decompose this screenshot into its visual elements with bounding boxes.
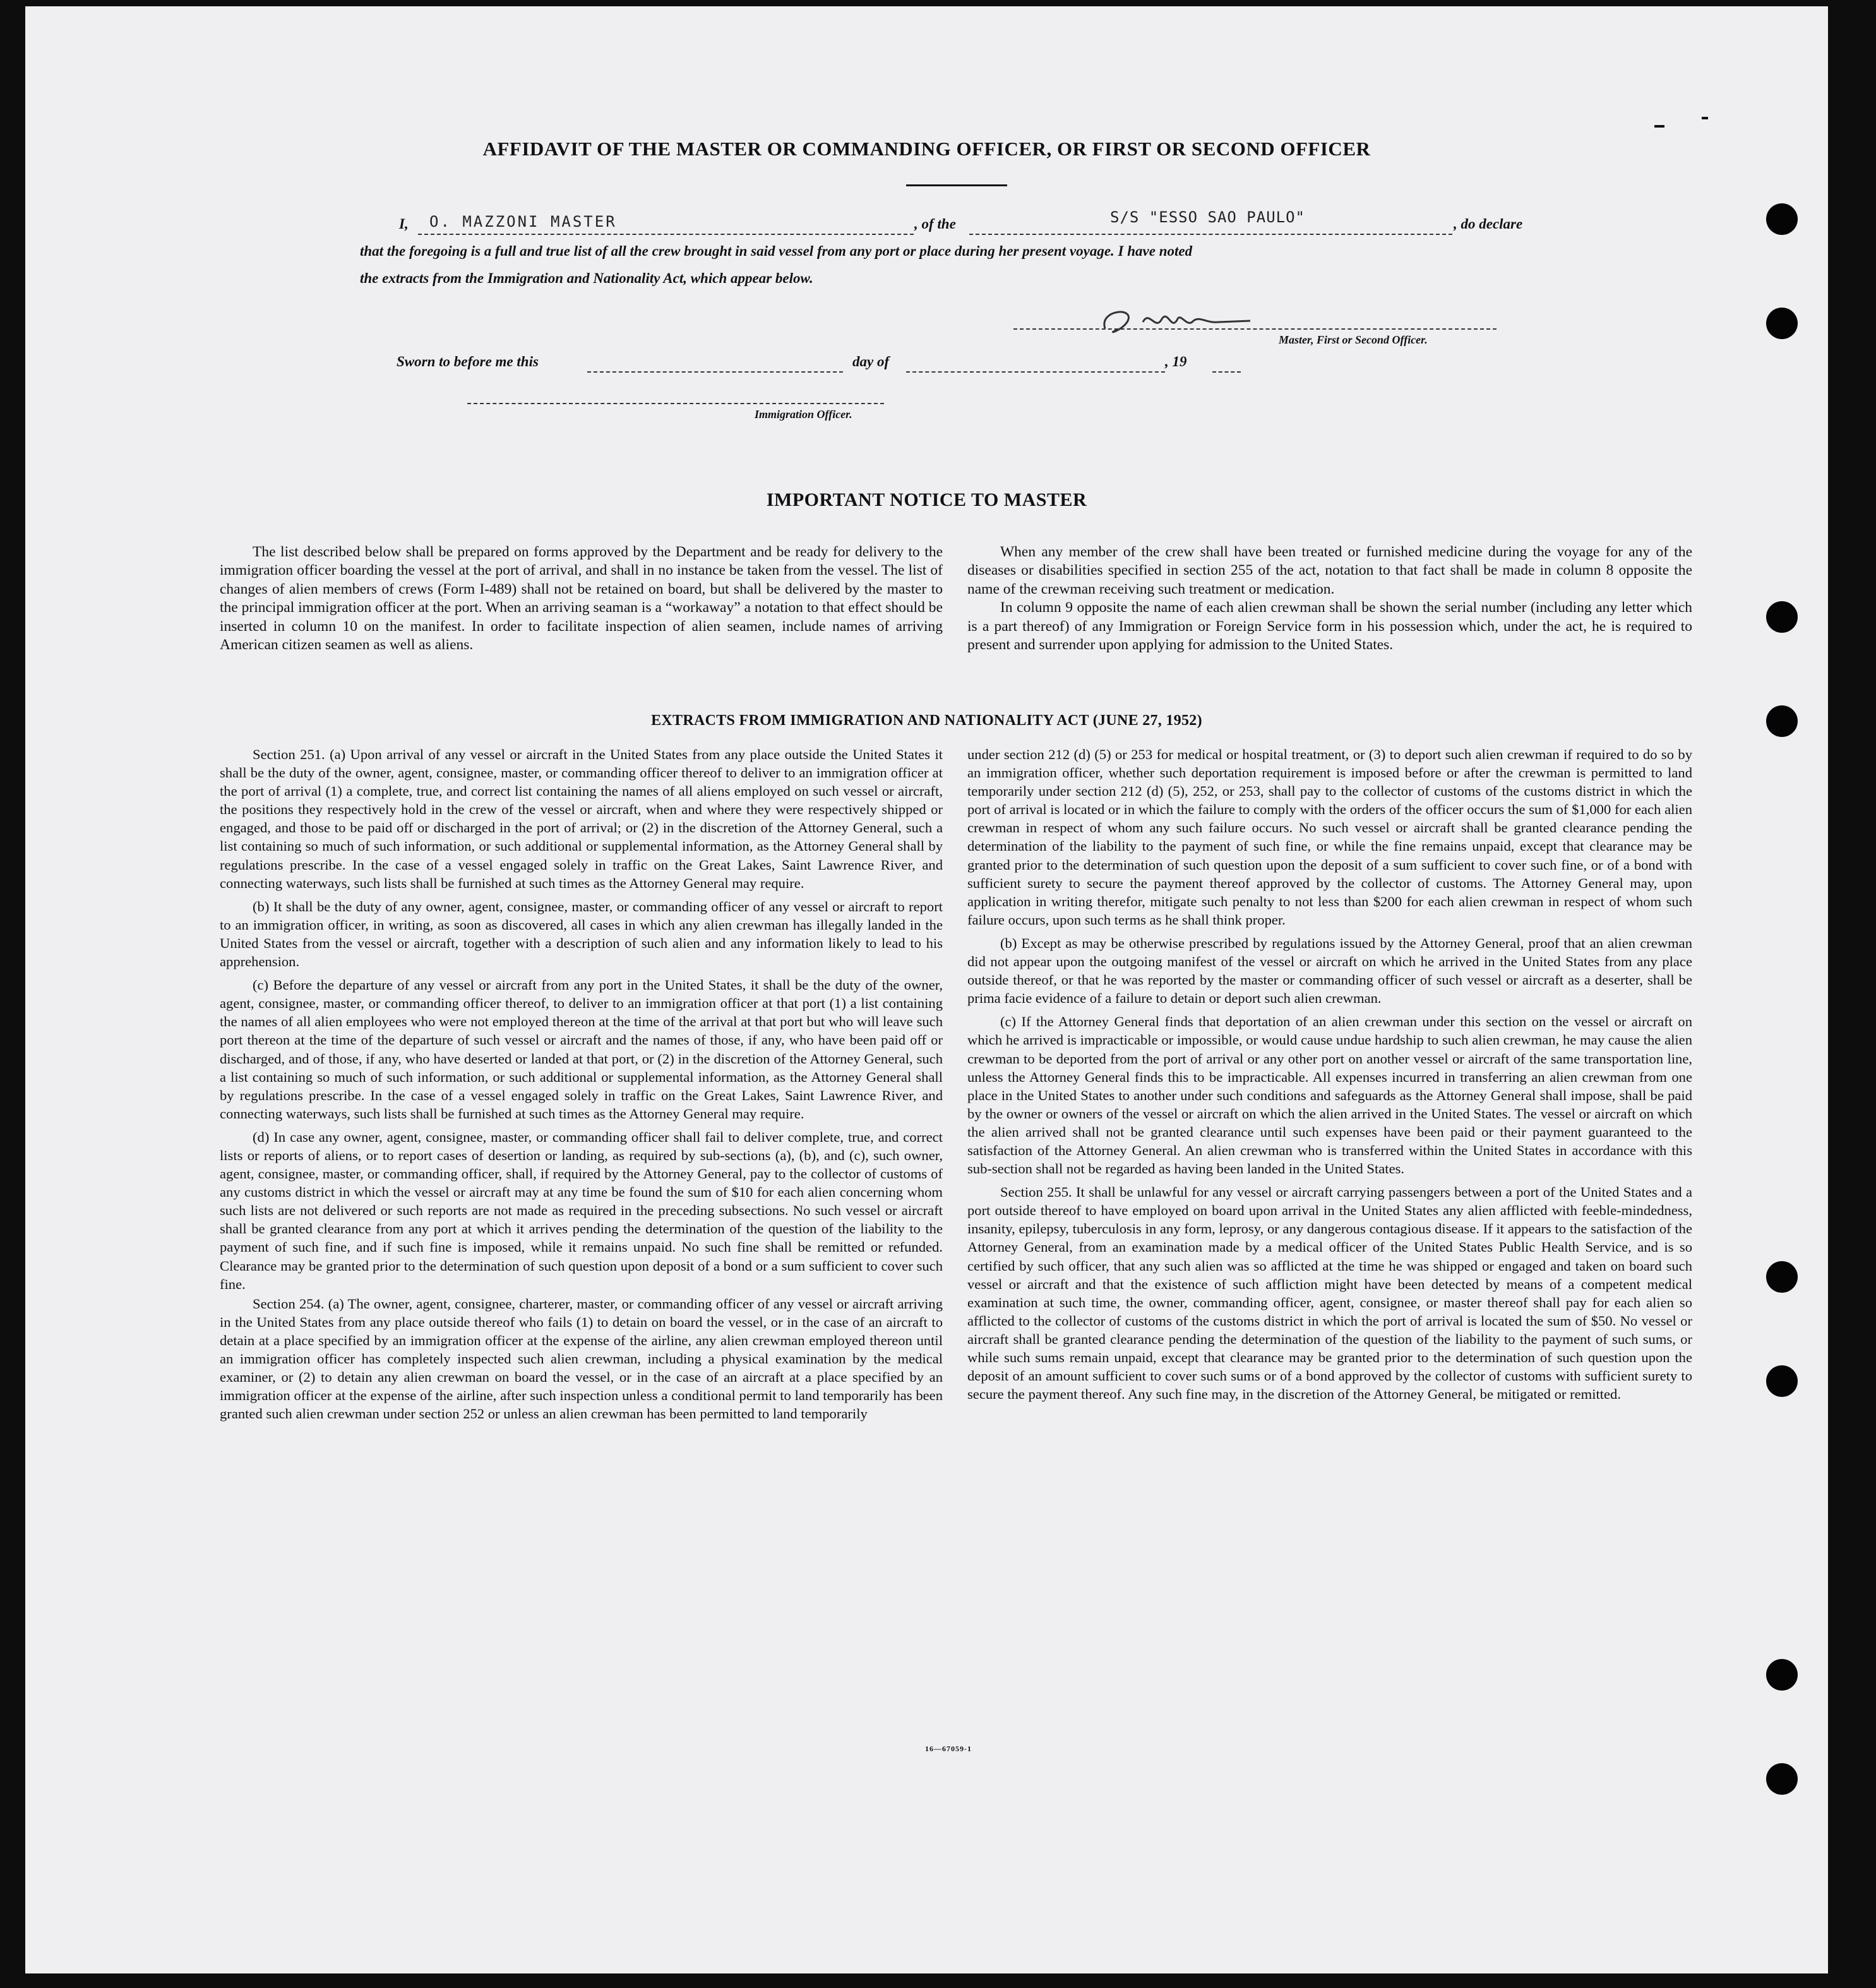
- extracts-left-column: [220, 745, 943, 1423]
- section-255: Section 255. It shall be unlawful for any vessel or aircraft carrying passengers between a port of the United States and a port outside thereof to have employed on board upon arrival in the United States any alien afflicted with feeble-mindedness, insanity, epilepsy, tuberculosis in any form, leprosy, or any dangerous contagious disease. If it appears to the satisfaction of the Attorney General, from an examination made by a medical officer of the United States Public Health Service, and is so certified by such officer, that any such alien was so afflicted at the time he was shipped or engaged and taken on board such vessel or aircraft and that the existence of such affliction might have been detected by means of a competent medical examination at such time, the owner, commanding officer, agent, consignee, or master thereof shall pay for each alien so afflicted to the collector of customs of the customs district in which the port of arrival is located the sum of $50. No vessel or aircraft shall be granted clearance pending the determination of the question of the liability to the payment of such sums, or while such sums remain unpaid, except that clearance may be granted prior to the determination of such question upon the deposit of an amount sufficient to cover such sums or of a bond approved by the collector of customs with sufficient surety to secure the payment thereof. Any such fine may, in the discretion of the Attorney General, be mitigated or remitted.: [967, 1184, 1692, 1403]
- document-page: [25, 6, 1828, 1973]
- declaration-line-2: the extracts from the Immigration and Nationality Act, which appear below.: [360, 270, 813, 286]
- form-number: 16—67059-1: [925, 1744, 972, 1753]
- section-251-b: (b) It shall be the duty of any owner, agent, consignee, master, or commanding officer of any vessel or aircraft to report to an immigration officer, in writing, as soon as discovered, all cases in which any alien crewman has illegally landed in the United States from the vessel or aircraft, together with a description of such alien and any information likely to lead to his apprehension.: [220, 898, 943, 970]
- notice-right-paragraph-2: In column 9 opposite the name of each alien crewman shall be shown the serial number (including any letter which is a part thereof) of any Immigration or Foreign Service form in his possession which, under the act, he is required to present and surrender upon applying for admission to the United States.: [967, 599, 1692, 654]
- section-254-c: (c) If the Attorney General finds that deportation of an alien crewman under this section on the vessel or aircraft on which he arrived is impracticable or impossible, or would cause undue hardship to such alien crewman, he may cause the alien crewman to be deported from the port of arrival or any other port on another vessel or aircraft of the same transportation line, unless the Attorney General finds this to be impracticable. All expenses incurred in transferring an alien crewman from one place in the United States to another under such conditions and safeguards as the Attorney General shall impose, shall be paid by the owner or owners of the vessel or aircraft on which the alien arrived in the United States. The vessel or aircraft on which the alien arrived shall not be granted clearance until such expenses have been paid or their payment guaranteed to the satisfaction of the Attorney General. An alien crewman who is transferred within the United States in accordance with this sub-section shall not be regarded as having been landed in the United States.: [967, 1014, 1692, 1177]
- officer-signature-line: [467, 403, 884, 404]
- section-254-a-continued: under section 212 (d) (5) or 253 for medical or hospital treatment, or (3) to deport such alien crewman if required to do so by an immigration officer, whether such deportation requirement is imposed before or after the crewman is permitted to land temporarily under section 212 (d) (5), 252, or 253, shall pay to the collector of customs of the customs district in which the port of arrival is located or in which the failure to comply with the orders of the officer occurs the sum of $1,000 for each alien crewman in respect of whom any such failure occurs. No such vessel or aircraft shall be granted clearance pending the determination of the liability to the payment of such fine, or while the fine remains unpaid, except that clearance may be granted prior to the determination of such question upon the deposit of a sum sufficient to cover such fine, or of a bond with sufficient surety to secure the payment thereof approved by the collector of customs. The Attorney General may, upon application in writing therefor, mitigate such penalty to not less than $200 for each alien crewman in respect of whom such failure occurs, upon such terms as he shall think proper.: [967, 746, 1692, 928]
- notice-left-paragraph: The list described below shall be prepared on forms approved by the Department and be ready for delivery to the immigration officer boarding the vessel at the port of arrival, and shall in no instance be taken from the vessel. The list of changes of alien members of crews (Form I-489) shall not be retained on board, but shall be delivered by the master to the principal immigration officer at the port. When an arriving seaman is a “workaway” a notation to that effect should be inserted in column 10 on the manifest. In order to facilitate inspection of alien seamen, include names of arriving American citizen seamen as well as aliens.: [220, 544, 943, 654]
- notice-title: IMPORTANT NOTICE TO MASTER: [766, 489, 1087, 510]
- punch-hole: [1766, 1659, 1798, 1691]
- section-251-d: (d) In case any owner, agent, consignee, master, or commanding officer shall fail to deliver complete, true, and correct lists or reports of aliens, or to report cases of desertion or landing, as required by sub-sections (a), (b), and (c), such owner, agent, consignee, master, or commanding officer, shall, if required by the Attorney General, pay to the collector of customs of any customs district in which the vessel or aircraft may at any time be found the sum of $10 for each alien concerning whom such lists are not delivered or such reports are not made as required in the preceding subsections. No such vessel or aircraft shall be granted clearance from any port at which it arrives pending the determination of the question of the liability to the payment of such fine, and if such fine is imposed, while it remains unpaid. No such fine shall be remitted or refunded. Clearance may be granted prior to the determination of such question upon deposit of a bond or a sum sufficient to cover such fine.: [220, 1129, 943, 1292]
- punch-hole: [1766, 1763, 1798, 1795]
- sworn-year-line: [1212, 371, 1241, 373]
- sworn-month-line: [906, 371, 1165, 373]
- section-254-b: (b) Except as may be otherwise prescribed by regulations issued by the Attorney General, proof that an alien crewman did not appear upon the outgoing manifest of the vessel or aircraft on which he arrived in the United States from any place outside thereof, or that he was reported by the master or commanding officer of such vessel or aircraft as a deserter, shall be prima facie evidence of a failure to detain or deport such alien crewman.: [967, 935, 1692, 1007]
- signature-caption: Master, First or Second Officer.: [1279, 333, 1428, 346]
- section-251-c: (c) Before the departure of any vessel or aircraft from any port in the United States, it shall be the duty of the owner, agent, consignee, master, or commanding officer thereof, to deliver to an immigration officer at that port (1) a list containing the names of all alien employees who were not employed thereon at the time of the arrival at that port but who will leave such port thereon at the time of the departure of such vessel or aircraft and the names of those, if any, who have been paid off or discharged, and of those, if any, who have deserted or landed at that port, or (2) in the discretion of the Attorney General, such a list containing so much of such information, or such additional or supplemental information, as the Attorney General shall by regulations prescribe. In the case of a vessel engaged solely in traffic on the Great Lakes, Saint Lawrence River, and connecting waterways, such lists shall be furnished at such times as the Attorney General may require.: [220, 977, 943, 1122]
- extracts-title: EXTRACTS FROM IMMIGRATION AND NATIONALITY ACT (JUNE 27, 1952): [651, 712, 1202, 729]
- extracts-right-column: [967, 745, 1692, 1403]
- punch-hole: [1766, 1365, 1798, 1397]
- punch-hole: [1766, 601, 1798, 633]
- vessel-blank-line: [969, 234, 1452, 235]
- label-of-the: , of the: [914, 216, 956, 232]
- corner-mark: [1654, 125, 1664, 128]
- vessel-name-typed: S/S "ESSO SAO PAULO": [1110, 208, 1305, 226]
- punch-hole: [1766, 203, 1798, 235]
- sworn-day-line: [587, 371, 843, 373]
- corner-mark: [1702, 117, 1708, 119]
- label-year: , 19: [1165, 354, 1187, 369]
- affidavit-title: AFFIDAVIT OF THE MASTER OR COMMANDING OFFICER, OR FIRST OR SECOND OFFICER: [482, 138, 1371, 160]
- label-day-of: day of: [852, 354, 890, 369]
- section-251-a: Section 251. (a) Upon arrival of any vessel or aircraft in the United States from any place outside the United States it shall be the duty of the owner, agent, consignee, master, or commanding officer thereof to deliver to an immigration officer at the port of arrival (1) a complete, true, and correct list containing the names of all aliens employed on such vessel or aircraft, the positions they respectively hold in the crew of the vessel or aircraft, when and where they were respectively shipped or engaged, and those to be paid off or discharged in the port of arrival; or (2) in the discretion of the Attorney General, such a list containing so much of such information, or such additional or supplemental information, as the Attorney General shall by regulations prescribe. In the case of a vessel engaged solely in traffic on the Great Lakes, Saint Lawrence River, and connecting waterways, such lists shall be furnished at such times as the Attorney General may require.: [220, 746, 943, 891]
- title-rule: [906, 184, 1007, 186]
- notice-right-column: [967, 543, 1692, 654]
- punch-hole: [1766, 308, 1798, 339]
- punch-hole: [1766, 1261, 1798, 1293]
- section-254-a: Section 254. (a) The owner, agent, consignee, charterer, master, or commanding officer of any vessel or aircraft arriving in the United States from any place outside thereof who fails (1) to detain on board the vessel, or in the case of an aircraft to detain at a place specified by an immigration officer at the expense of the airline, any alien crewman employed thereon until an immigration officer has completely inspected such alien crewman, including a physical examination by the medical examiner, or (2) to detain any alien crewman on board the vessel, or in the case of an aircraft at a place specified by an immigration officer at the expense of the airline, after such inspection unless a conditional permit to land temporarily has been granted such alien crewman under section 252 or unless an alien crewman has been permitted to land temporarily: [220, 1295, 943, 1422]
- label-i: I,: [399, 216, 409, 232]
- label-sworn: Sworn to before me this: [397, 354, 539, 369]
- master-signature: [1061, 303, 1263, 341]
- notice-right-paragraph-1: When any member of the crew shall have been treated or furnished medicine during the voyage for any of the diseases or disabilities specified in section 255 of the act, notation to that fact shall be made in column 8 opposite the name of the crewman receiving such treatment or medication.: [967, 544, 1692, 597]
- officer-caption: Immigration Officer.: [755, 408, 852, 421]
- notice-left-column: [220, 543, 943, 654]
- declaration-line-1: that the foregoing is a full and true list of all the crew brought in said vessel from any port or place during her present voyage. I have noted: [360, 243, 1193, 259]
- label-do-declare: , do declare: [1454, 216, 1523, 232]
- name-blank-line: [418, 234, 914, 235]
- master-name-handwritten: O. MAZZONI MASTER: [429, 213, 617, 231]
